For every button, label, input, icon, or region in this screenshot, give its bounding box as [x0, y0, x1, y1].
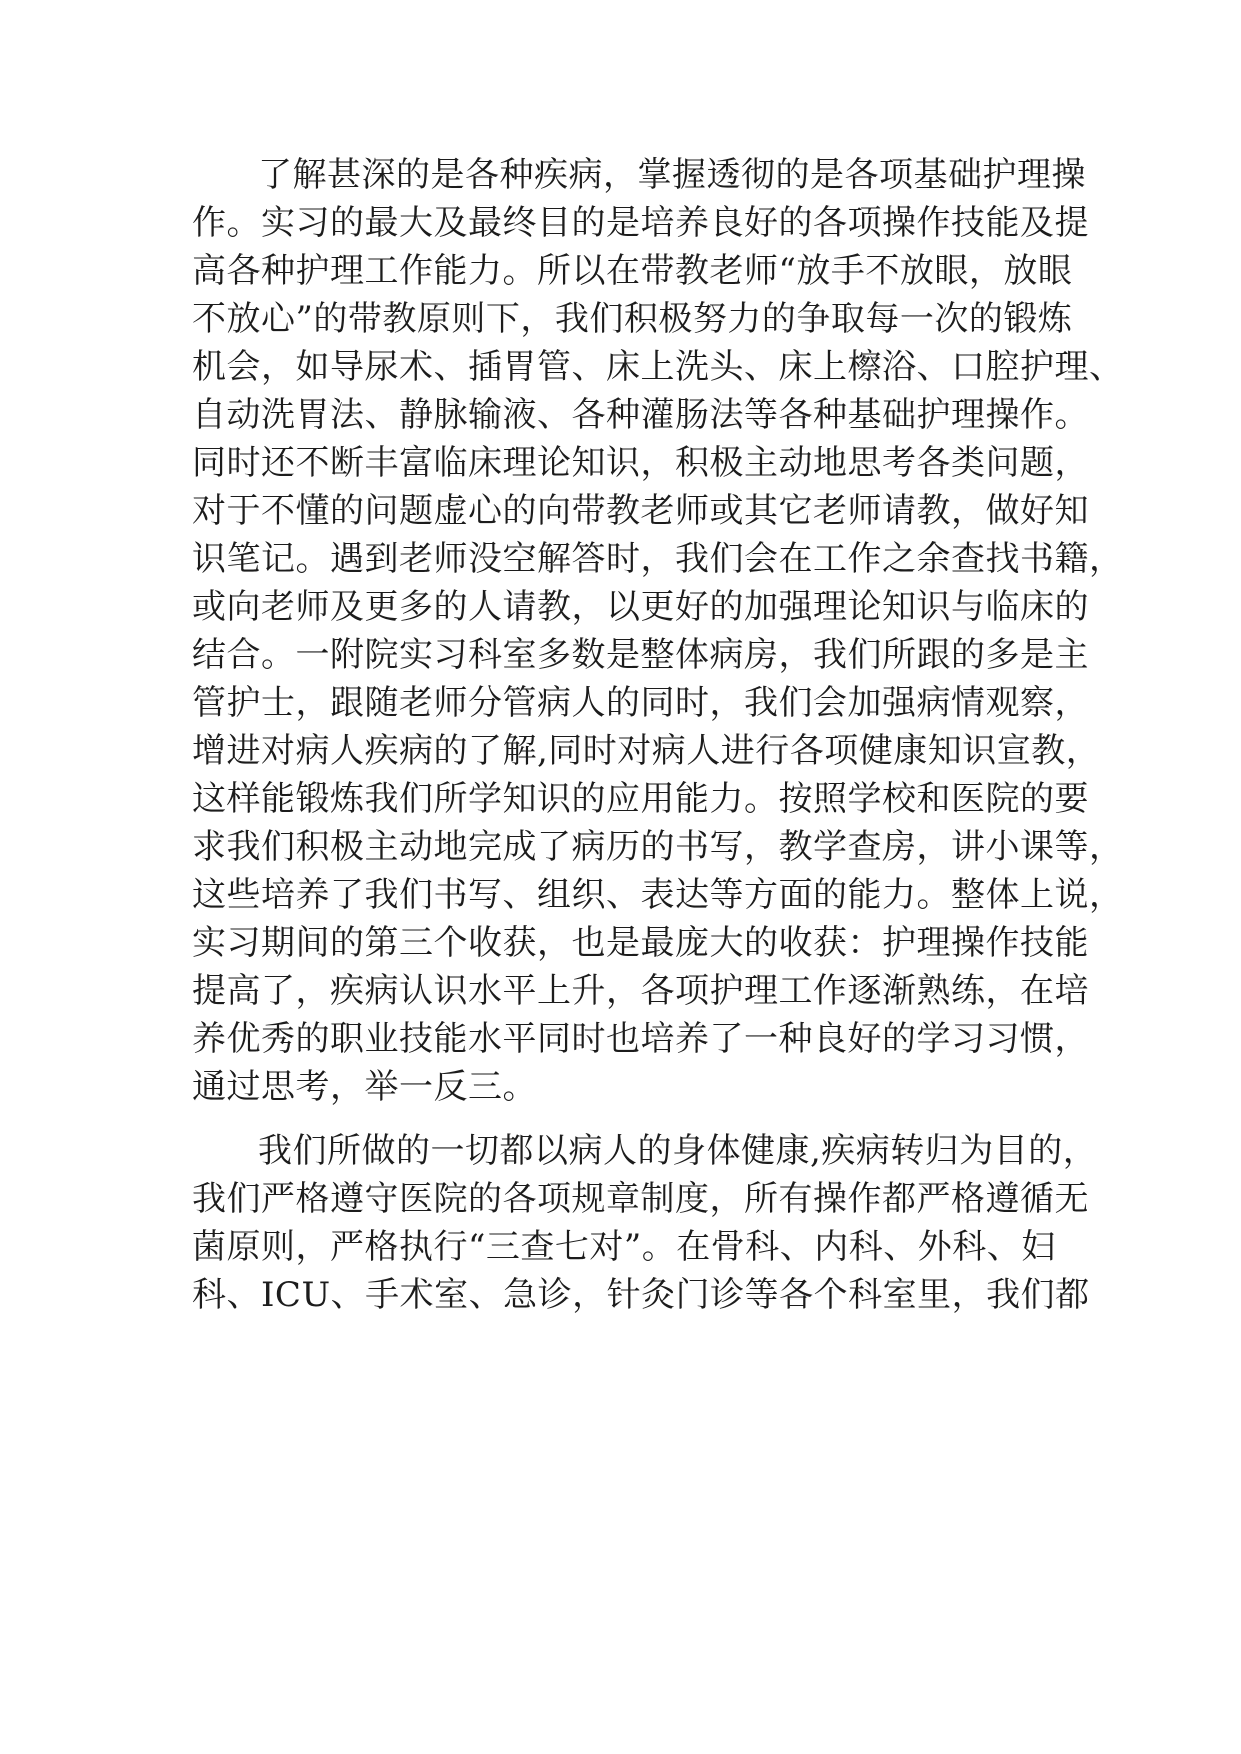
paragraph-line: 同时还不断丰富临床理论知识，积极主动地思考各类问题， [192, 443, 1089, 483]
paragraph-line: 养优秀的职业技能水平同时也培养了一种良好的学习习惯， [192, 1019, 1089, 1059]
paragraph-line: 对于不懂的问题虚心的向带教老师或其它老师请教，做好知 [192, 491, 1089, 531]
paragraph-line: 自动洗胃法、静脉输液、各种灌肠法等各种基础护理操作。 [192, 395, 1089, 435]
paragraph-line: 科、ICU、手术室、急诊，针灸门诊等各个科室里，我们都 [192, 1275, 1090, 1315]
paragraph-line: 或向老师及更多的人请教，以更好的加强理论知识与临床的 [192, 587, 1089, 627]
paragraph-line: 求我们积极主动地完成了病历的书写，教学查房，讲小课等， [192, 827, 1124, 867]
paragraph-line: 作。实习的最大及最终目的是培养良好的各项操作技能及提 [192, 203, 1089, 243]
paragraph-line: 这些培养了我们书写、组织、表达等方面的能力。整体上说， [192, 875, 1124, 915]
paragraph-line: 了解甚深的是各种疾病，掌握透彻的是各项基础护理操 [258, 155, 1086, 195]
paragraph-line: 不放心”的带教原则下，我们积极努力的争取每一次的锻炼 [192, 299, 1073, 339]
paragraph-line: 识笔记。遇到老师没空解答时，我们会在工作之余查找书籍， [192, 539, 1124, 579]
paragraph-line: 结合。一附院实习科室多数是整体病房，我们所跟的多是主 [192, 635, 1089, 675]
paragraph-line: 提高了，疾病认识水平上升，各项护理工作逐渐熟练，在培 [192, 971, 1089, 1011]
paragraph-line: 机会，如导尿术、插胃管、床上洗头、床上檫浴、口腔护理、 [192, 347, 1124, 387]
paragraph-line: 管护士，跟随老师分管病人的同时，我们会加强病情观察， [192, 683, 1089, 723]
paragraph-line: 我们严格遵守医院的各项规章制度，所有操作都严格遵循无 [192, 1179, 1089, 1219]
paragraph-line: 实习期间的第三个收获，也是最庞大的收获：护理操作技能 [192, 923, 1089, 963]
paragraph-line: 通过思考，举一反三。 [192, 1067, 537, 1107]
paragraph-line: 增进对病人疾病的了解,同时对病人进行各项健康知识宣教， [192, 731, 1101, 771]
paragraph-line: 这样能锻炼我们所学知识的应用能力。按照学校和医院的要 [192, 779, 1089, 819]
paragraph-line: 高各种护理工作能力。所以在带教老师“放手不放眼，放眼 [192, 251, 1073, 291]
paragraph-line: 菌原则，严格执行“三查七对”。在骨科、内科、外科、妇 [192, 1227, 1056, 1267]
paragraph-line: 我们所做的一切都以病人的身体健康,疾病转归为目的， [258, 1131, 1098, 1171]
